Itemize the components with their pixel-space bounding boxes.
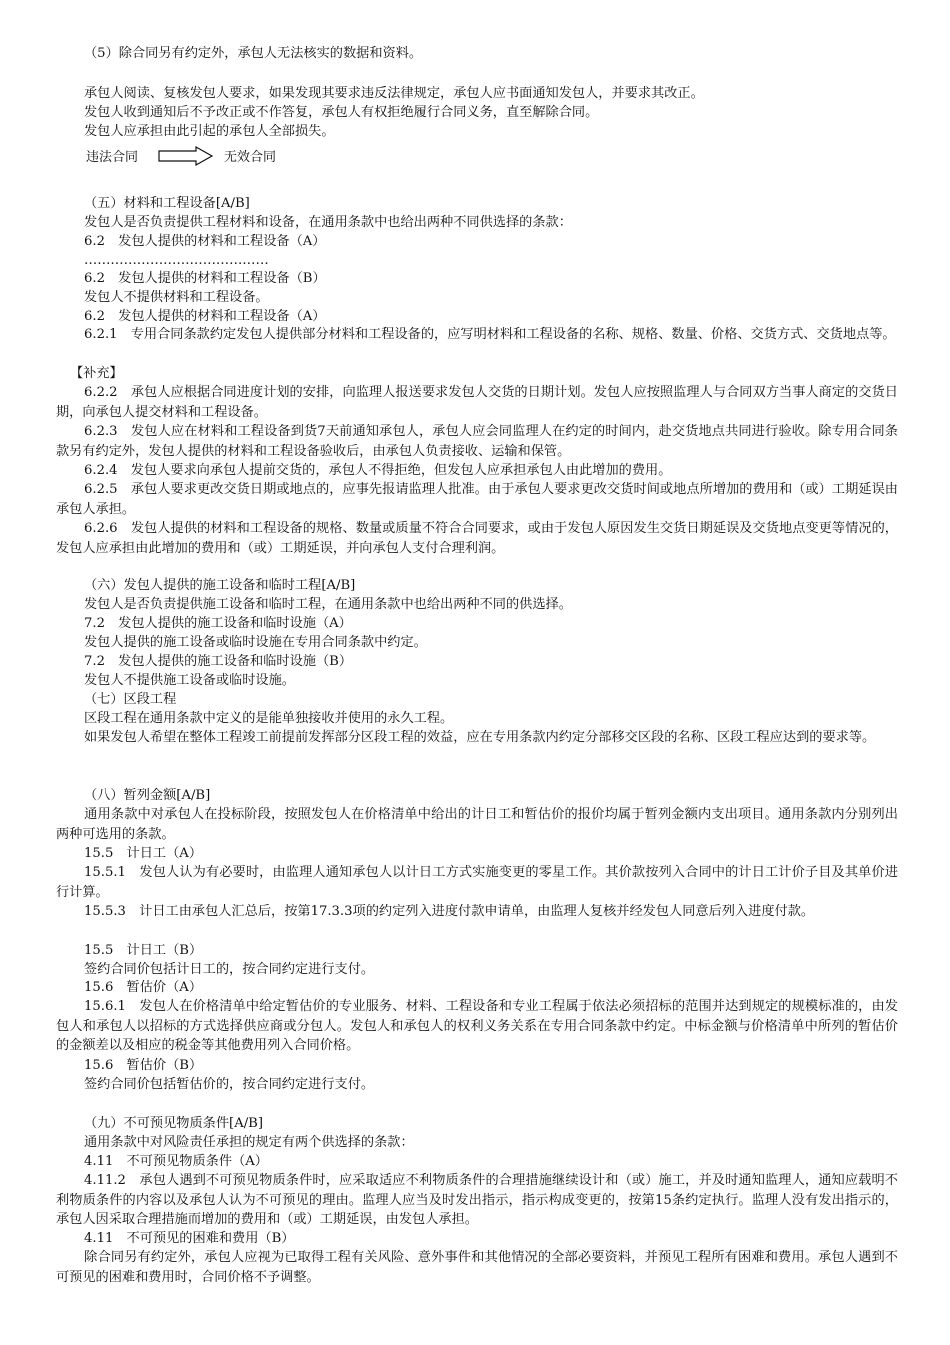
clause-line: 4.11 不可预见物质条件（A）: [84, 1154, 268, 1169]
right-arrow-icon: [158, 146, 214, 166]
section-9-paragraph: 除合同另有约定外，承包人应视为已取得工程有关风险、意外事件和其他情况的全部必要资料，并预见工程所有困难和费用。承包人遇到不可预见的困难和费用时，合同价格不予调整。: [56, 1250, 898, 1285]
text-line: 发包人是否负责提供施工设备和临时工程，在通用条款中也给出两种不同的供选择。: [84, 597, 572, 612]
clause-15-5-3: 15.5.3 计日工由承包人汇总后，按第17.3.3项的约定列入进度付款申请单，由监理人复核并经发包人同意后列入进度付款。: [84, 904, 815, 919]
clause-6-2-2: 6.2.2 承包人应根据合同进度计划的安排，向监理人报送要求发包人交货的日期计划。发包人应按照监理人与合同双方当事人商定的交货日期，向承包人提交材料和工程设备。: [56, 385, 898, 420]
illegal-to-invalid-diagram: [84, 144, 304, 166]
clause-line: 4.11 不可预见的困难和费用（B）: [84, 1231, 295, 1246]
clause-line: 15.6 暂估价（B）: [84, 1058, 203, 1073]
text-line: 发包人不提供材料和工程设备。: [84, 290, 269, 305]
clause-line: 15.5 计日工（B）: [84, 943, 203, 958]
section-6-heading: （六）发包人提供的施工设备和临时工程[A/B]: [84, 578, 356, 593]
text-line: 发包人提供的施工设备或临时设施在专用合同条款中约定。: [84, 635, 427, 650]
clause-line: 15.5 计日工（A）: [84, 846, 203, 861]
text-line: 发包人是否负责提供工程材料和设备，在通用条款中也给出两种不同供选择的条款：: [84, 215, 572, 230]
text-line: 签约合同价包括计日工的，按合同约定进行支付。: [84, 962, 375, 977]
section-8-heading: （八）暂列金额[A/B]: [84, 788, 211, 803]
clause-15-5-1: 15.5.1 发包人认为有必要时，由监理人通知承包人以计日工方式实施变更的零星工作。其价款按列入合同中的计日工计价子目及其单价进行计算。: [56, 865, 898, 900]
diagram-right-label: 无效合同: [224, 150, 277, 165]
clause-4-11-2: 4.11.2 承包人遇到不可预见物质条件时，应采取适应不利物质条件的合理措施继续设计和（或）施工，并及时通知监理人，通知应载明不利物质条件的内容以及承包人认为不可预见的理由。监理人应当及时发出指示，指示构成变更的，按第15条约定执行。监理人没有发出指示的，承包人因采取合理措施而增加的费用和（或）工期延误，由发包人承担。: [56, 1173, 898, 1227]
clause-6-2-5: 6.2.5 承包人要求更改交货日期或地点的，应事先报请监理人批准。由于承包人要求更改交货时间或地点所增加的费用和（或）工期延误由承包人承担。: [56, 482, 898, 517]
supplement-label: 【补充】: [70, 366, 123, 381]
clause-6-2-3: 6.2.3 发包人应在材料和工程设备到货7天前通知承包人，承包人应会同监理人在约定的时间内，赴交货地点共同进行验收。除专用合同条款另有约定外，发包人提供的材料和工程设备验收后，由承包人负责接收、运输和保管。: [56, 424, 898, 459]
text-line: 承包人阅读、复核发包人要求，如果发现其要求违反法律规定，承包人应书面通知发包人，并要求其改正。: [84, 86, 704, 101]
clause-6-2-4: 6.2.4 发包人要求向承包人提前交货的，承包人不得拒绝，但发包人应承担承包人由此增加的费用。: [84, 463, 672, 478]
section-7-heading: （七）区段工程: [84, 692, 177, 707]
clause-line: 15.6 暂估价（A）: [84, 980, 203, 995]
section-7-paragraph: 如果发包人希望在整体工程竣工前提前发挥部分区段工程的效益，应在专用条款内约定分部移交区段的名称、区段工程应达到的要求等。: [84, 730, 876, 745]
text-line: 发包人应承担由此引起的承包人全部损失。: [84, 124, 335, 139]
section-8-paragraph: 通用条款中对承包人在投标阶段，按照发包人在价格清单中给出的计日工和暂估价的报价均属于暂列金额内支出项目。通用条款内分别列出两种可选用的条款。: [56, 807, 898, 842]
text-line: 签约合同价包括暂估价的，按合同约定进行支付。: [84, 1077, 375, 1092]
section-5-heading: （五）材料和工程设备[A/B]: [84, 196, 250, 211]
clause-15-6-1: 15.6.1 发包人在价格清单中给定暂估价的专业服务、材料、工程设备和专业工程属于依法必须招标的范围并达到规定的规模标准的，由发包人和承包人以招标的方式选择供应商或分包人。发包人和承包人的权利义务关系在专用合同条款中约定。中标金额与价格清单中所列的暂估价的金额差以及相应的税金等其他费用列入合同价格。: [56, 999, 898, 1053]
clause-line: 6.2 发包人提供的材料和工程设备（A）: [84, 234, 326, 249]
clause-6-2-1: 6.2.1 专用合同条款约定发包人提供部分材料和工程设备的，应写明材料和工程设备的名称、规格、数量、价格、交货方式、交货地点等。: [84, 327, 896, 342]
item-5-line: （5）除合同另有约定外，承包人无法核实的数据和资料。: [84, 46, 423, 61]
clause-line: 6.2 发包人提供的材料和工程设备（B）: [84, 271, 326, 286]
clause-line: 6.2 发包人提供的材料和工程设备（A）: [84, 309, 326, 324]
text-line: 发包人不提供施工设备或临时设施。: [84, 673, 295, 688]
text-line: 发包人收到通知后不予改正或不作答复，承包人有权拒绝履行合同义务，直至解除合同。: [84, 105, 599, 120]
section-9-heading: （九）不可预见物质条件[A/B]: [84, 1116, 264, 1131]
ellipsis-line: ……………………………………: [84, 253, 269, 268]
text-line: 区段工程在通用条款中定义的是能单独接收并使用的永久工程。: [84, 711, 454, 726]
clause-6-2-6: 6.2.6 发包人提供的材料和工程设备的规格、数量或质量不符合合同要求，或由于发包人原因发生交货日期延误及交货地点变更等情况的，发包人应承担由此增加的费用和（或）工期延误，并向承包人支付合理利润。: [56, 521, 898, 556]
clause-line: 7.2 发包人提供的施工设备和临时设施（A）: [84, 616, 352, 631]
text-line: 通用条款中对风险责任承担的规定有两个供选择的条款：: [84, 1135, 414, 1150]
diagram-left-label: 违法合同: [86, 150, 139, 165]
clause-line: 7.2 发包人提供的施工设备和临时设施（B）: [84, 654, 353, 669]
